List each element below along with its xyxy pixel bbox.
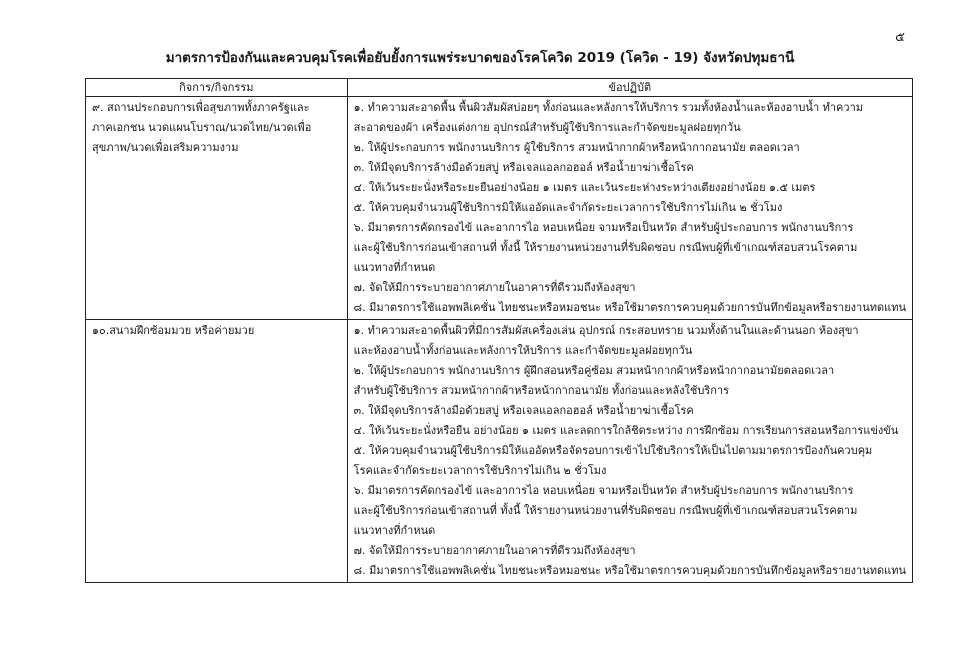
- rule-line: แนวทางที่กำหนด: [353, 524, 436, 537]
- measures-table: [85, 78, 913, 583]
- rule-line: ๑. ทำความสะอาดพื้น พื้นผิวสัมผัสบ่อยๆ ทั้งก่อนและหลังการให้บริการ รวมทั้งห้องน้ำและห้องอาบน้ำ ทำความ: [353, 101, 864, 114]
- rule-line: ๓. ให้มีจุดบริการล้างมือด้วยสบู่ หรือเจลแอลกอฮอล์ หรือน้ำยาฆ่าเชื้อโรค: [353, 404, 694, 417]
- table-row: [86, 320, 913, 583]
- rule-line: ๖. มีมาตรการคัดกรองไข้ และอาการไอ หอบเหนื่อย จามหรือเป็นหวัด สำหรับผู้ประกอบการ พนักงานบริการ: [353, 484, 854, 497]
- header-rules: ข้อปฏิบัติ: [347, 79, 912, 97]
- rule-line: ๔. ให้เว้นระยะนั่งหรือยืน อย่างน้อย ๑ เมตร และลดการใกล้ชิดระหว่าง การฝึกซ้อม การเรียนการสอนหรือการแข่งขัน: [353, 424, 899, 437]
- rule-line: ๑. ทำความสะอาดพื้นผิวที่มีการสัมผัสเครื่องเล่น อุปกรณ์ กระสอบทราย นวมทั้งด้านในและด้านนอก ห้องสุขา: [353, 324, 859, 337]
- rule-line: ๘. มีมาตรการใช้แอพพลิเคชั่น ไทยชนะหรือหมอชนะ หรือใช้มาตรการควบคุมด้วยการบันทึกข้อมูลหรือรายงานทดแทน: [353, 564, 906, 577]
- header-activity: กิจการ/กิจกรรม: [86, 79, 348, 97]
- activity-line: ๑๐.สนามฝึกซ้อมมวย หรือค่ายมวย: [92, 324, 255, 337]
- document-title: มาตรการป้องกันและควบคุมโรคเพื่อยับยั้งการแพร่ระบาดของโรคโควิด 2019 (โควิด - 19) จังหวัดปทุมธานี: [165, 50, 795, 66]
- activity-cell: [86, 97, 348, 320]
- rule-line: ๒. ให้ผู้ประกอบการ พนักงานบริการ ผู้ฝึกสอนหรือคู่ซ้อม สวมหน้ากากผ้าหรือหน้ากากอนามัยตลอดเวลา: [353, 364, 835, 377]
- rule-line: ๔. ให้เว้นระยะนั่งหรือระยะยืนอย่างน้อย ๑ เมตร และเว้นระยะห่างระหว่างเตียงอย่างน้อย ๑.๕ เมตร: [353, 181, 816, 194]
- rule-line: ๗. จัดให้มีการระบายอากาศภายในอาคารที่ดีรวมถึงห้องสุขา: [353, 281, 636, 294]
- activity-line: ภาคเอกชน นวดแผนโบราณ/นวดไทย/นวดเพื่อ: [92, 121, 312, 134]
- table-row: [86, 97, 913, 320]
- rule-line: ๘. มีมาตรการใช้แอพพลิเคชั่น ไทยชนะหรือหมอชนะ หรือใช้มาตรการควบคุมด้วยการบันทึกข้อมูลหรือรายงานทดแทน: [353, 301, 906, 314]
- page-number: ๕: [895, 30, 905, 45]
- rule-line: สะอาดของผ้า เครื่องแต่งกาย อุปกรณ์สำหรับผู้ใช้บริการและกำจัดขยะมูลฝอยทุกวัน: [353, 121, 741, 134]
- table-header-row: [86, 79, 913, 97]
- rule-line: แนวทางที่กำหนด: [353, 261, 436, 274]
- rules-cell: [347, 320, 912, 583]
- rules-cell: [347, 97, 912, 320]
- rule-line: โรคและจำกัดระยะเวลาการใช้บริการไม่เกิน ๒ ชั่วโมง: [353, 464, 607, 477]
- rule-line: และผู้ใช้บริการก่อนเข้าสถานที่ ทั้งนี้ ให้รายงานหน่วยงานที่รับผิดชอบ กรณีพบผู้ที่เข้าเกณฑ์สอบสวนโรคตาม: [353, 241, 858, 254]
- activity-line: สุขภาพ/นวดเพื่อเสริมความงาม: [92, 141, 239, 154]
- rule-line: และผู้ใช้บริการก่อนเข้าสถานที่ ทั้งนี้ ให้รายงานหน่วยงานที่รับผิดชอบ กรณีพบผู้ที่เข้าเกณฑ์สอบสวนโรคตาม: [353, 504, 858, 517]
- rule-line: ๕. ให้ควบคุมจำนวนผู้ใช้บริการมิให้แออัดหรือจัดรอบการเข้าไปใช้บริการให้เป็นไปตามมาตรการป้องกันควบคุม: [353, 444, 873, 457]
- rule-line: ๖. มีมาตรการคัดกรองไข้ และอาการไอ หอบเหนื่อย จามหรือเป็นหวัด สำหรับผู้ประกอบการ พนักงานบริการ: [353, 221, 854, 234]
- rule-line: ๓. ให้มีจุดบริการล้างมือด้วยสบู่ หรือเจลแอลกอฮอล์ หรือน้ำยาฆ่าเชื้อโรค: [353, 161, 694, 174]
- rule-line: สำหรับผู้ใช้บริการ สวมหน้ากากผ้าหรือหน้ากากอนามัย ทั้งก่อนและหลังใช้บริการ: [353, 384, 729, 397]
- rule-line: ๗. จัดให้มีการระบายอากาศภายในอาคารที่ดีรวมถึงห้องสุขา: [353, 544, 636, 557]
- rule-line: และห้องอาบน้ำทั้งก่อนและหลังการให้บริการ และกำจัดขยะมูลฝอยทุกวัน: [353, 344, 693, 357]
- activity-cell: [86, 320, 348, 583]
- rule-line: ๕. ให้ควบคุมจำนวนผู้ใช้บริการมิให้แออัดและจำกัดระยะเวลาการใช้บริการไม่เกิน ๒ ชั่วโมง: [353, 201, 783, 214]
- activity-line: ๙. สถานประกอบการเพื่อสุขภาพทั้งภาครัฐและ: [92, 101, 310, 114]
- rule-line: ๒. ให้ผู้ประกอบการ พนักงานบริการ ผู้ใช้บริการ สวมหน้ากากผ้าหรือหน้ากากอนามัย ตลอดเวลา: [353, 141, 800, 154]
